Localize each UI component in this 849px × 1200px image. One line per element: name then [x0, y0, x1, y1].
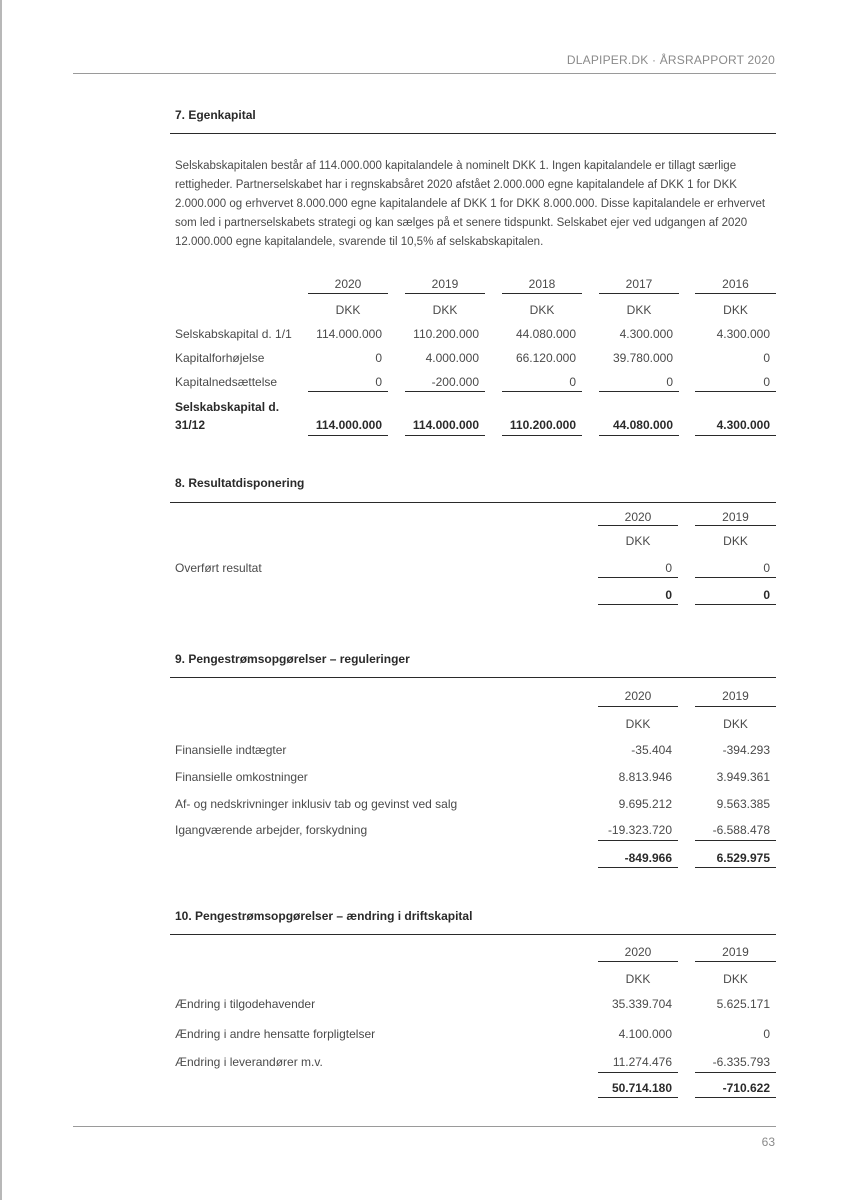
s9-row-label: Af- og nedskrivninger inklusiv tab og gevinst ved salg	[175, 797, 458, 811]
section-7-rule	[170, 133, 776, 134]
s10-cell: 4.100.000	[618, 1027, 672, 1041]
s9-total-underline	[695, 867, 776, 868]
s7-total-cell: 44.080.000	[612, 418, 673, 432]
section-8-rule	[170, 502, 776, 503]
header-title: DLAPIPER.DK · ÅRSRAPPORT 2020	[566, 53, 775, 67]
s9-cell: 9.563.385	[716, 797, 770, 811]
s7-currency: DKK	[432, 303, 458, 317]
s9-cell: 9.695.212	[618, 797, 672, 811]
section-10-title: 10. Pengestrømsopgørelser – ændring i driftskapital	[175, 909, 473, 923]
s9-year: 2020	[624, 689, 652, 703]
s9-year-underline	[598, 706, 678, 707]
s7-currency: DKK	[723, 303, 748, 317]
s9-year: 2019	[722, 689, 749, 703]
s10-cell: 35.339.704	[611, 997, 672, 1011]
s8-total-underline	[695, 604, 776, 605]
s7-cell: 0	[375, 375, 382, 389]
s10-currency: DKK	[625, 972, 651, 986]
s8-total-cell: 0	[665, 588, 672, 602]
s7-subtotal-line	[599, 391, 679, 392]
s7-total-label: Selskabskapital d.	[175, 400, 280, 414]
s7-currency: DKK	[335, 303, 361, 317]
section-8-title: 8. Resultatdisponering	[175, 476, 305, 490]
s7-year: 2016	[722, 277, 749, 291]
s7-total-underline	[502, 435, 582, 436]
s10-year: 2019	[722, 945, 749, 959]
s9-currency: DKK	[723, 717, 748, 731]
s10-row-label: Ændring i andre hensatte forpligtelser	[175, 1027, 376, 1041]
s7-cell: 0	[763, 351, 770, 365]
s10-subtotal-line	[695, 1072, 776, 1073]
s7-cell: 0	[666, 375, 673, 389]
section-7-title: 7. Egenkapital	[175, 108, 256, 122]
s7-year-underline	[405, 293, 485, 294]
s8-subtotal-line	[695, 577, 776, 578]
section-10-rule	[170, 934, 776, 935]
s7-cell: 4.000.000	[425, 351, 479, 365]
s9-currency: DKK	[625, 717, 651, 731]
s10-cell: 0	[763, 1027, 770, 1041]
s7-cell: 0	[763, 375, 770, 389]
section-9-rule	[170, 677, 776, 678]
s8-cell: 0	[763, 561, 770, 575]
s7-year-underline	[599, 293, 679, 294]
s8-cell: 0	[665, 561, 672, 575]
s7-cell: 114.000.000	[316, 327, 382, 341]
s7-year-underline	[308, 293, 388, 294]
s10-year-underline	[695, 961, 776, 962]
s8-row-label: Overført resultat	[175, 561, 262, 575]
s7-cell: 110.200.000	[413, 327, 479, 341]
s9-total-underline	[598, 867, 678, 868]
s7-year-underline	[502, 293, 582, 294]
s8-year: 2019	[722, 510, 749, 524]
s10-total-underline	[598, 1097, 678, 1098]
s7-subtotal-line	[405, 391, 485, 392]
s9-cell: 8.813.946	[618, 770, 672, 784]
footer-rule	[73, 1126, 776, 1127]
s9-row-label: Finansielle omkostninger	[175, 770, 308, 784]
s7-subtotal-line	[308, 391, 388, 392]
s7-total-cell: 110.200.000	[509, 418, 576, 432]
s7-cell: 44.080.000	[515, 327, 576, 341]
s8-subtotal-line	[598, 577, 678, 578]
s7-total-underline	[308, 435, 388, 436]
s7-row-label: Selskabskapital d. 1/1	[175, 327, 292, 341]
s9-row-label: Igangværende arbejder, forskydning	[175, 823, 368, 837]
s7-cell: 66.120.000	[515, 351, 576, 365]
s7-total-underline	[405, 435, 485, 436]
s7-row-label: Kapitalnedsættelse	[175, 375, 278, 389]
s7-total-label: 31/12	[175, 418, 206, 432]
s8-total-underline	[598, 604, 678, 605]
s7-currency: DKK	[529, 303, 555, 317]
s7-cell: 0	[569, 375, 576, 389]
s7-year: 2017	[625, 277, 653, 291]
s10-year: 2020	[624, 945, 652, 959]
s9-cell: -394.293	[722, 743, 770, 757]
s10-year-underline	[598, 961, 678, 962]
s7-subtotal-line	[502, 391, 582, 392]
s7-subtotal-line	[695, 391, 776, 392]
s9-cell: 3.949.361	[716, 770, 770, 784]
s7-cell: 39.780.000	[612, 351, 673, 365]
section-9-title: 9. Pengestrømsopgørelser – reguleringer	[175, 652, 410, 666]
section-7-paragraph: Selskabskapitalen består af 114.000.000 kapitalandele à nominelt DKK 1. Ingen kapitalandele er tillagt særlige rettigheder. Partnerselskabet har i regnskabsåret 2020 afstået 2.000.000 egne kapitalandele af DKK 1 for DKK 2.000.000 og erhvervet 8.000.000 egne kapitalandele af DKK 1 for DKK 8.000.000. Disse kapitalandele er erhvervet som led i partnerselskabets strategi og kan sælges på et senere tidspunkt. Selskabet ejer ved udgangen af 2020 12.000.000 egne kapitalandele, svarende til 10,5% af selskabskapitalen.	[175, 160, 766, 248]
s7-total-underline	[599, 435, 679, 436]
s7-currency: DKK	[626, 303, 652, 317]
s7-cell: 4.300.000	[619, 327, 673, 341]
s9-cell: -6.588.478	[712, 823, 770, 837]
s10-cell: 5.625.171	[716, 997, 770, 1011]
s9-row-label: Finansielle indtægter	[175, 743, 287, 757]
s10-cell: 11.274.476	[612, 1055, 672, 1069]
s9-subtotal-line	[598, 840, 678, 841]
s10-row-label: Ændring i tilgodehavender	[175, 997, 316, 1011]
s10-total-cell: -710.622	[722, 1081, 770, 1095]
s7-year: 2019	[431, 277, 459, 291]
header-rule	[73, 73, 776, 74]
s8-year: 2020	[624, 510, 652, 524]
page-number: 63	[761, 1135, 775, 1149]
s9-total-cell: 6.529.975	[716, 851, 770, 865]
s9-subtotal-line	[695, 840, 776, 841]
s8-year-underline	[598, 525, 678, 526]
s9-year-underline	[695, 706, 776, 707]
s8-total-cell: 0	[763, 588, 770, 602]
s7-total-underline	[695, 435, 776, 436]
s7-total-cell: 4.300.000	[716, 418, 770, 432]
s7-row-label: Kapitalforhøjelse	[175, 351, 265, 365]
s10-row-label: Ændring i leverandører m.v.	[175, 1055, 323, 1069]
s7-total-cell: 114.000.000	[412, 418, 479, 432]
s10-total-cell: 50.714.180	[611, 1081, 672, 1095]
s8-currency: DKK	[625, 534, 651, 548]
s8-year-underline	[695, 525, 776, 526]
s7-cell: 4.300.000	[716, 327, 770, 341]
s9-cell: -19.323.720	[607, 823, 672, 837]
s7-year: 2018	[528, 277, 556, 291]
s7-year-underline	[695, 293, 776, 294]
s7-cell: -200.000	[431, 375, 479, 389]
s9-total-cell: -849.966	[624, 851, 672, 865]
s10-total-underline	[695, 1097, 776, 1098]
s10-subtotal-line	[598, 1072, 678, 1073]
s7-cell: 0	[375, 351, 382, 365]
s8-currency: DKK	[723, 534, 748, 548]
s10-currency: DKK	[723, 972, 748, 986]
s10-cell: -6.335.793	[712, 1055, 770, 1069]
page-left-edge	[0, 0, 2, 1200]
s7-year: 2020	[334, 277, 362, 291]
s7-total-cell: 114.000.000	[315, 418, 382, 432]
s9-cell: -35.404	[631, 743, 672, 757]
